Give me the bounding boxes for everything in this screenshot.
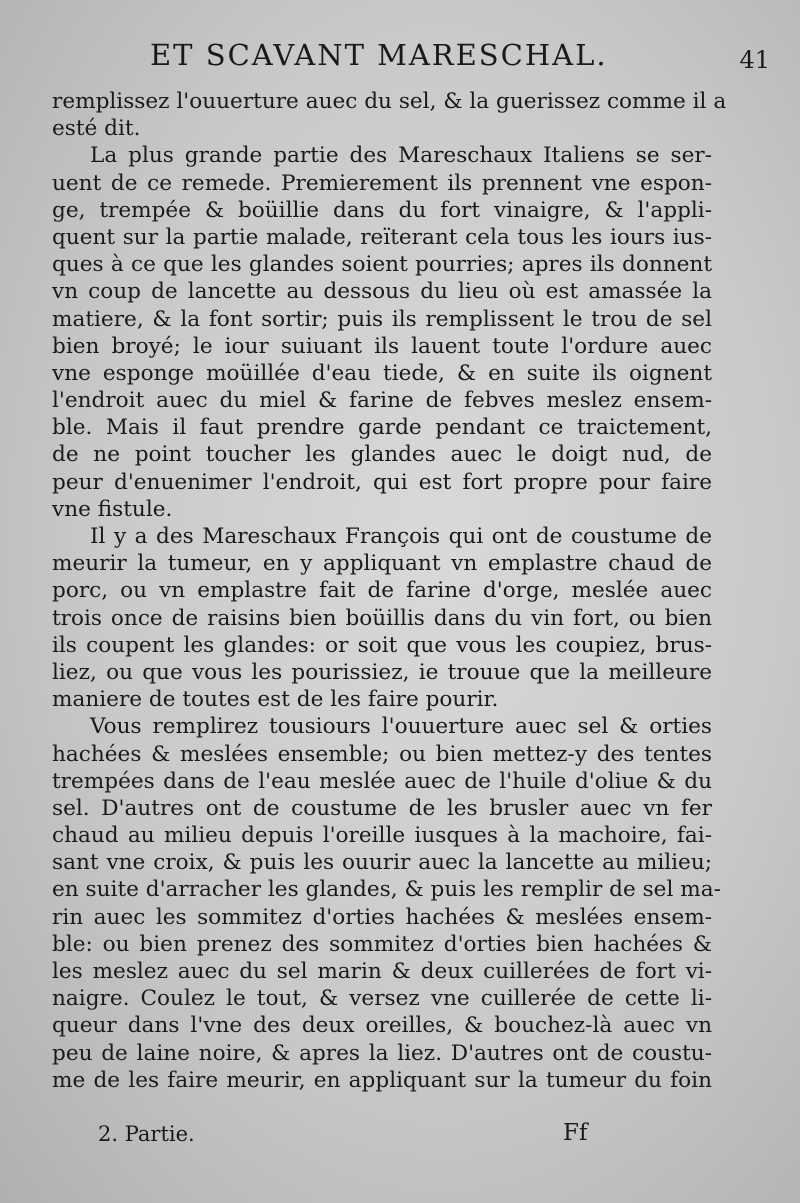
text-line: sel. D'autres ont de coustume de les brusler auec vn fer <box>52 795 712 821</box>
text-line: bien broyé; le iour suiuant ils lauent toute l'ordure auec <box>52 333 712 359</box>
text-line: ge, trempée & boüillie dans du fort vinaigre, & l'appli- <box>52 197 712 223</box>
text-line: chaud au milieu depuis l'oreille iusques à la machoire, fai- <box>52 823 712 849</box>
text-line: Il y a des Mareschaux François qui ont de coustume de <box>90 524 712 549</box>
text-line: ble. Mais il faut prendre garde pendant ce traictement, <box>52 415 712 441</box>
text-line: esté dit. <box>52 116 141 142</box>
text-line: vne esponge moüillée d'eau tiede, & en suite ils oignent <box>52 360 712 386</box>
text-line: me de les faire meurir, en appliquant sur la tumeur du foin <box>52 1067 712 1093</box>
text-line: queur dans l'vne des deux oreilles, & bouchez-là auec vn <box>52 1013 712 1039</box>
text-line: hachées & meslées ensemble; ou bien mettez-y des tentes <box>52 741 712 767</box>
body-text <box>52 88 727 1094</box>
page-footer <box>98 1122 618 1158</box>
text-line: vne fistule. <box>52 496 173 522</box>
text-line: en suite d'arracher les glandes, & puis les remplir de sel ma- <box>52 877 721 903</box>
page-header <box>150 38 770 78</box>
text-line: trempées dans de l'eau meslée auec de l'huile d'oliue & du <box>52 768 712 794</box>
text-line: de ne point toucher les glandes auec le doigt nud, de <box>52 442 712 468</box>
text-line: l'endroit auec du miel & farine de febves meslez ensem- <box>52 388 712 414</box>
text-line: quent sur la partie malade, reïterant cela tous les iours ius- <box>52 224 712 250</box>
text-line: peur d'enuenimer l'endroit, qui est fort propre pour faire <box>52 469 712 495</box>
text-line: liez, ou que vous les pourissiez, ie trouue que la meilleure <box>52 659 712 685</box>
text-line: porc, ou vn emplastre fait de farine d'orge, meslée auec <box>52 578 712 604</box>
text-line: matiere, & la font sortir; puis ils remplissent le trou de sel <box>52 306 712 332</box>
running-title: ET SCAVANT MARESCHAL. <box>150 38 608 72</box>
text-line: uent de ce remede. Premierement ils prennent vne espon- <box>52 170 712 196</box>
text-line: ble: ou bien prenez des sommitez d'orties bien hachées & <box>52 931 712 957</box>
catchword: Ff <box>563 1120 588 1146</box>
text-line: Vous remplirez tousiours l'ouuerture auec sel & orties <box>90 714 712 740</box>
text-line: les meslez auec du sel marin & deux cuillerées de fort vi- <box>52 959 712 984</box>
text-line: remplissez l'ouuerture auec du sel, & la guerissez comme il a <box>52 89 727 114</box>
text-line: vn coup de lancette au dessous du lieu où est amassée la <box>52 279 712 305</box>
text-line: trois once de raisins bien boüillis dans du vin fort, ou bien <box>52 605 712 631</box>
text-line: ques à ce que les glandes soient pourries; apres ils donnent <box>52 252 712 278</box>
text-line: meurir la tumeur, en y appliquant vn emplastre chaud de <box>52 551 712 577</box>
text-line: maniere de toutes est de les faire pourir. <box>52 687 499 713</box>
text-line: sant vne croix, & puis les ouurir auec la lancette au milieu; <box>52 850 712 876</box>
text-line: rin auec les sommitez d'orties hachées & meslées ensem- <box>52 904 712 930</box>
page-number: 41 <box>739 46 770 74</box>
text-line: peu de laine noire, & apres la liez. D'autres ont de coustu- <box>52 1040 712 1066</box>
signature-mark: 2. Partie. <box>98 1122 195 1146</box>
text-line: La plus grande partie des Mareschaux Italiens se ser- <box>90 143 712 169</box>
text-line: naigre. Coulez le tout, & versez vne cuillerée de cette li- <box>52 986 712 1012</box>
text-line: ils coupent les glandes: or soit que vous les coupiez, brus- <box>52 632 712 658</box>
